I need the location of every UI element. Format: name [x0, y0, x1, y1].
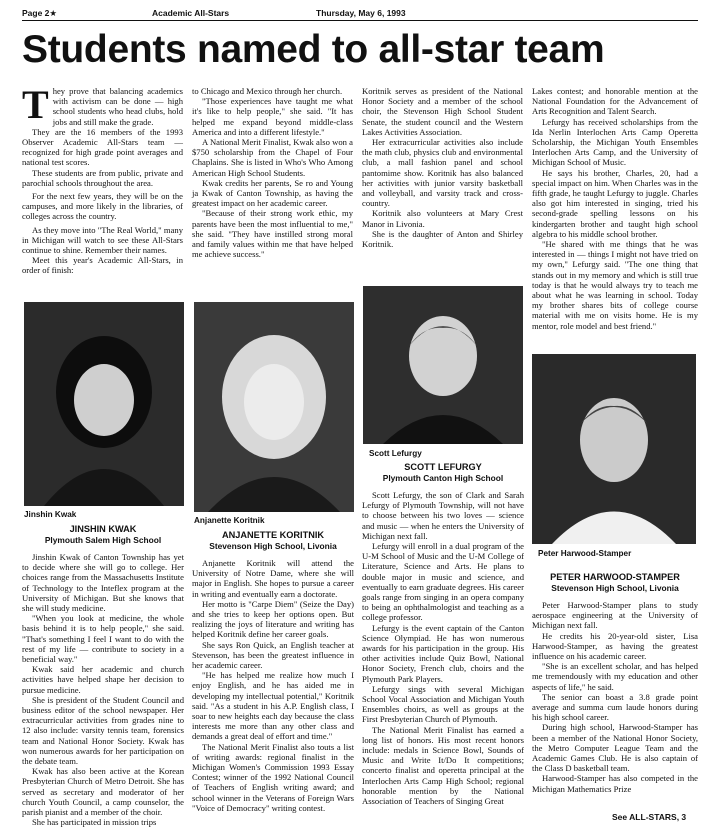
lefurgy-continuation: [532, 86, 698, 352]
kwak-p4: She is president of the Student Council and business editor of the school newspaper. Her extracurricular activities from grades nine to 12 also include: varsity tennis team, forensics team and National Honor Society. Kwak has won numerous awards for her participation on the debate team.: [22, 694, 184, 767]
harwood-p3: "She is an excellent scholar, and has helped me tremendously with my education and other aspects of life," he said.: [532, 661, 698, 692]
photo-scott-lefurgy: [363, 286, 523, 444]
koritnik-school: Stevenson High School, Livonia: [209, 541, 337, 551]
koritnik-cont-p2: Her extracurricular activities also include the math club, physics club and environmental club, a mall fashion panel and school pantomime show. Koritnik has also balanced her activities with junior varsity basketball and volleyball, and varsity track and cross-country.: [362, 137, 523, 209]
lefurgy-body: [362, 490, 524, 814]
lefurgy-cont-p3: He says his brother, Charles, 20, had a special impact on him. When Charles was in the fifth grade, he taught Lefurgy to juggle. Charles also got him interested in singing, tried his second-grade spelling lessons on his kindergarten brother and taught high school algebra to his middle school brother.: [532, 167, 698, 239]
lefurgy-p4: Lefurgy sings with several Michigan School Vocal Association and Michigan Youth Ensembles choirs, as well as groups at the First Presbyterian Church of Plymouth.: [362, 683, 524, 725]
harwood-body: [532, 600, 698, 806]
kwak-p6: She has participated in mission trips: [32, 817, 157, 828]
harwood-name: PETER HARWOOD-STAMPER: [550, 572, 680, 582]
kwak-continuation: [192, 86, 353, 298]
koritnik-continuation: [362, 86, 523, 282]
kwak-cont-p3: A National Merit Finalist, Kwak also won a $750 scholarship from the Chapel of Four Chaplains. She is listed in Who's Who Among American High School Students.: [192, 137, 353, 178]
see-jump-link[interactable]: See ALL-STARS, 3: [612, 812, 687, 822]
intro-p1: hey prove that balancing academics with activism can be done — high school students who head clubs, hold jobs and still make the grade.: [52, 86, 183, 127]
photo-jinshin-kwak: [24, 302, 184, 506]
caption-koritnik: Anjanette Koritnik: [194, 516, 265, 525]
photo-peter-harwood-stamper: [532, 354, 696, 544]
harwood-school: Stevenson High School, Livonia: [551, 583, 679, 593]
koritnik-cont-p1: Koritnik serves as president of the National Honor Society and a member of the school choir, the Stevenson High School Student Senate, the student council and the Western Lakes Activities Association.: [362, 86, 523, 137]
kwak-p1: Jinshin Kwak of Canton Township has yet to decide where she will go to college. Her choices range from the Massachusetts Institute of Technology to the Inteflex program at the University of Michigan. But she knows that she will study medicine.: [22, 552, 184, 614]
header-rule: [22, 20, 698, 21]
harwood-p6: Harwood-Stamper has also competed in the Michigan Mathematics Prize: [532, 773, 698, 794]
photo-anjanette-koritnik: [194, 302, 354, 512]
kwak-cont-p2: "Those experiences have taught me what it's like to help people," she said. "It has helped me expand beyond middle-class America and into a different lifestyle.": [192, 96, 353, 137]
intro-p3: These students are from public, private and parochial schools throughout the area.: [22, 167, 183, 188]
koritnik-p1: Anjanette Koritnik will attend the University of Notre Dame, where she will major in English. She hopes to pursue a career in writing and eventually earn a doctorate.: [192, 558, 354, 599]
koritnik-name: ANJANETTE KORITNIK: [221, 530, 325, 540]
headline: Students named to all-star team: [22, 28, 605, 71]
lefurgy-namehead: [362, 462, 524, 484]
koritnik-p4: "He has helped me realize how much I enjoy English, and he has aided me in developing my intellectual potential," Koritnik said. "As a student in his A.P. English class, I soar to new heights each day because the class interests me more than any other class and demands a great deal of effort and time.": [192, 670, 354, 742]
koritnik-p5: The National Merit Finalist also touts a list of writing awards: regional finalist in the Michigan Women's Commission 1993 Essay Contest; winner of the 1992 National Council of Teachers of English writing award; and school winner in the Veterans of Foreign Wars "Voice of Democracy" writing contest.: [192, 741, 354, 813]
intro-p5: As they move into "The Real World," many in Michigan will watch to see these All-Stars continue to shine. Remember their names.: [22, 224, 183, 256]
lefurgy-cont-p2: Lefurgy has received scholarships from the Ida Nerlin Interlochen Arts Camp Operetta Scholarship, the Michigan Youth Ensembles Interlochen Arts Camp, and the University of Michigan School of Music.: [532, 116, 698, 168]
section-label: Academic All-Stars: [152, 8, 230, 18]
lefurgy-p3: Lefurgy is the event captain of the Canton Science Olympiad. He has won numerous awards for his participation in the group. His other activities include Quiz Bowl, National Honor Society, French club, choirs and the Plymouth Park Players.: [362, 622, 524, 684]
drop-cap: T: [22, 82, 49, 127]
intro-p6: Meet this year's Academic All-Stars, in order of finish:: [22, 255, 183, 276]
intro-p4: For the next few years, they will be on the campuses, and more likely in the libraries, of colleges across the country.: [22, 191, 183, 222]
kwak-p2: "When you look at medicine, the whole basis behind it is to help people," she said. "That's something I feel I want to do with the rest of my life — contribute to society in a beneficial way.": [22, 613, 184, 665]
koritnik-namehead: [192, 530, 354, 552]
kwak-p5: Kwak has also been active at the Korean Presbyterian Church of Metro Detroit. She has served as secretary and moderator of her church Youth Council, a camp counselor, the parish pianist and a member of the choir.: [22, 766, 184, 818]
koritnik-p3: She says Ron Quick, an English teacher at Stevenson, has been the greatest influence in her academic career.: [192, 639, 354, 671]
lefurgy-cont-p4: "He shared with me things that he was interested in — things I might not have tried on my own," Lefurgy said. "The one thing that stands out in my memory and which is still true today is that he would always try to teach me about what he was learning in school. Today my brother shares bits of college course material with me on visits home. He is my mentor, role model and best friend.": [532, 239, 698, 331]
kwak-name: JINSHIN KWAK: [69, 524, 137, 534]
lefurgy-p5: The National Merit Finalist has earned a long list of honors. His most recent honors include: medals in Science Bowl, Sounds of Music and Write It/Do It competitions; concerto finalist and operetta principal at the Interlochen Arts Camp High School; regional honorable mention by the National Association of Teachers of Singing Great: [362, 724, 524, 807]
lefurgy-p2: Lefurgy will enroll in a dual program of the U-M School of Music and the U-M College of Literature, Science and Arts. He plans to double major in music and science, and eventually to earn graduate degrees. His career goals range from singing in an opera company to being an ophthalmologist and teaching as a college professor.: [362, 541, 524, 623]
kwak-body: [22, 552, 184, 828]
kwak-school: Plymouth Salem High School: [44, 535, 162, 545]
kwak-p3: Kwak said her academic and church activities have helped shape her decision to pursue medicine.: [22, 664, 184, 695]
kwak-cont-p5: "Because of their strong work ethic, my parents have been the most influential to me," she said. "They have instilled strong moral and family values within me that have helped me achieve success.": [192, 208, 353, 260]
caption-kwak: Jinshin Kwak: [24, 510, 77, 519]
koritnik-p2: Her motto is "Carpe Diem" (Seize the Day) and she tries to keep her options open. But realizing the joys of literature and writing has helped Koritnik define her career goals.: [192, 598, 354, 640]
koritnik-body: [192, 558, 354, 814]
intro-p2: They are the 16 members of the 1993 Observer Academic All-Stars team — recognized for high grade point averages and national test scores.: [22, 126, 183, 168]
harwood-namehead: [532, 572, 698, 594]
harwood-p2: He credits his 20-year-old sister, Lisa Harwood-Stamper, as having the greatest influence on his academic career.: [532, 630, 698, 662]
koritnik-cont-p3: Koritnik also volunteers at Mary Crest Manor in Livonia.: [362, 208, 523, 229]
lefurgy-school: Plymouth Canton High School: [382, 473, 504, 483]
caption-lefurgy: Scott Lefurgy: [369, 449, 422, 458]
harwood-p5: During high school, Harwood-Stamper has been a member of the National Honor Society, the Metro Computer League Team and the Academic Games Club. He is also captain of the Class D basketball team.: [532, 722, 698, 774]
harwood-p1: Peter Harwood-Stamper plans to study aerospace engineering at the University of Michigan next fall.: [532, 600, 698, 631]
kwak-cont-p1: to Chicago and Mexico through her church.: [192, 86, 343, 96]
harwood-p4: The senior can boast a 3.8 grade point average and summa cum laude honors during his high school career.: [532, 691, 698, 723]
kwak-cont-p4: Kwak credits her parents, Se ro and Young ja Kwak of Canton Township, as having the greatest impact on her academic career.: [192, 177, 353, 209]
issue-date: Thursday, May 6, 1993: [316, 8, 406, 18]
intro-column: [22, 82, 183, 298]
koritnik-cont-p4: She is the daughter of Anton and Shirley Koritnik.: [362, 228, 523, 250]
caption-harwood: Peter Harwood-Stamper: [538, 549, 632, 558]
lefurgy-name: SCOTT LEFURGY: [404, 462, 482, 472]
lefurgy-cont-p1: Lakes contest; and honorable mention at the National Foundation for the Advancement of Arts Recognition and Talent Search.: [532, 86, 698, 117]
lefurgy-p1: Scott Lefurgy, the son of Clark and Sarah Lefurgy of Plymouth Township, will not have to choose between his two loves — science and music — when he enters the University of Michigan next fall.: [362, 490, 524, 541]
kwak-namehead: [22, 524, 184, 546]
page-number: Page 2★: [22, 8, 58, 18]
